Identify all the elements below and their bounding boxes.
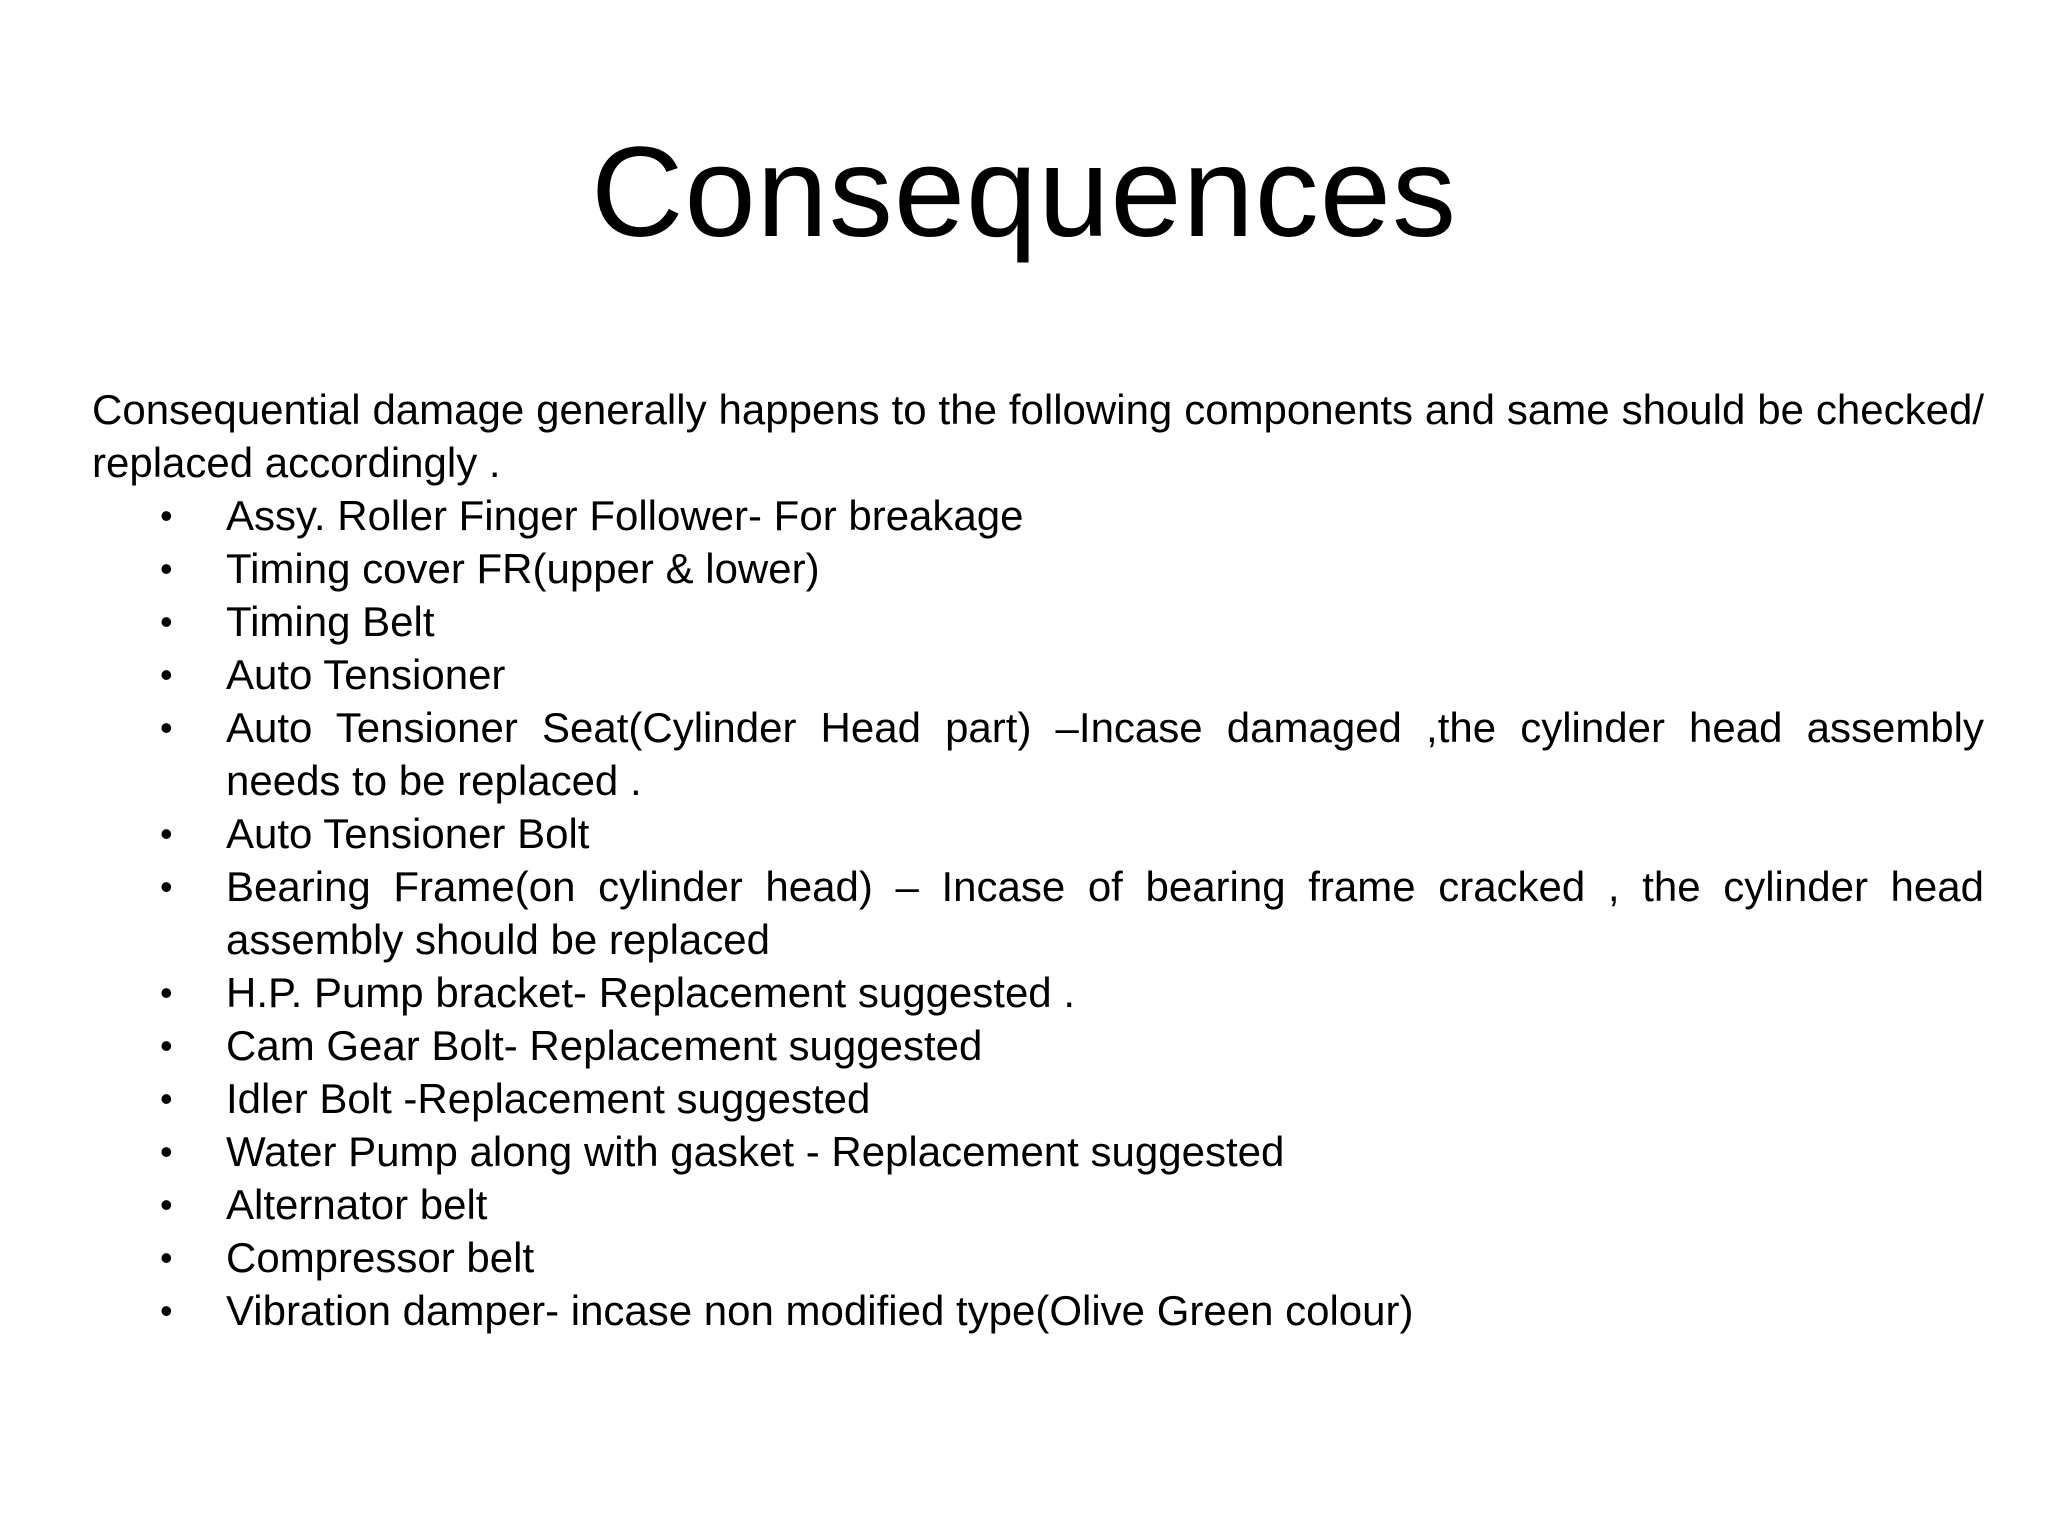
list-item-text: Auto Tensioner Seat(Cylinder Head part) –Incase damaged ,the cylinder head assembly needs to be replaced .	[226, 704, 1984, 804]
slide-title: Consequences	[591, 121, 1457, 264]
list-item-text: Cam Gear Bolt- Replacement suggested	[226, 1022, 983, 1069]
list-item	[92, 966, 1984, 1019]
bullet-icon: •	[160, 813, 173, 854]
bullet-icon: •	[160, 707, 173, 748]
list-item-text: Idler Bolt -Replacement suggested	[226, 1075, 871, 1122]
list-item-text: Water Pump along with gasket - Replacement suggested	[226, 1128, 1285, 1175]
bullet-icon: •	[160, 1025, 173, 1066]
list-item	[92, 1284, 1984, 1337]
list-item	[92, 1125, 1984, 1178]
list-item	[92, 1072, 1984, 1125]
list-item-text: Bearing Frame(on cylinder head) – Incase of bearing frame cracked , the cylinder head assembly should be replaced	[226, 863, 1984, 963]
list-item-text: H.P. Pump bracket- Replacement suggested .	[226, 969, 1076, 1016]
list-item	[92, 1178, 1984, 1231]
bullet-icon: •	[160, 601, 173, 642]
list-item	[92, 595, 1984, 648]
list-item-text: Timing Belt	[226, 598, 435, 645]
list-item-text: Assy. Roller Finger Follower- For breakage	[226, 492, 1024, 539]
list-item	[92, 489, 1984, 542]
slide-body	[92, 383, 1984, 1337]
list-item-text: Auto Tensioner Bolt	[226, 810, 590, 857]
component-list	[92, 489, 1984, 1337]
bullet-icon: •	[160, 548, 173, 589]
bullet-icon: •	[160, 1078, 173, 1119]
list-item-text: Vibration damper- incase non modified type(Olive Green colour)	[226, 1287, 1414, 1334]
bullet-icon: •	[160, 1290, 173, 1331]
list-item-text: Alternator belt	[226, 1181, 488, 1228]
list-item	[92, 1019, 1984, 1072]
bullet-icon: •	[160, 1184, 173, 1225]
bullet-icon: •	[160, 866, 173, 907]
bullet-icon: •	[160, 495, 173, 536]
list-item-text: Auto Tensioner	[226, 651, 506, 698]
list-item	[92, 807, 1984, 860]
list-item-text: Timing cover FR(upper & lower)	[226, 545, 820, 592]
intro-paragraph: Consequential damage generally happens to the following components and same should be checked/ replaced accordingly .	[92, 386, 1984, 486]
bullet-icon: •	[160, 972, 173, 1013]
bullet-icon: •	[160, 1131, 173, 1172]
bullet-icon: •	[160, 654, 173, 695]
list-item-text: Compressor belt	[226, 1234, 535, 1281]
list-item	[92, 648, 1984, 701]
list-item	[92, 1231, 1984, 1284]
list-item	[92, 542, 1984, 595]
bullet-icon: •	[160, 1237, 173, 1278]
list-item	[92, 701, 1984, 807]
list-item	[92, 860, 1984, 966]
